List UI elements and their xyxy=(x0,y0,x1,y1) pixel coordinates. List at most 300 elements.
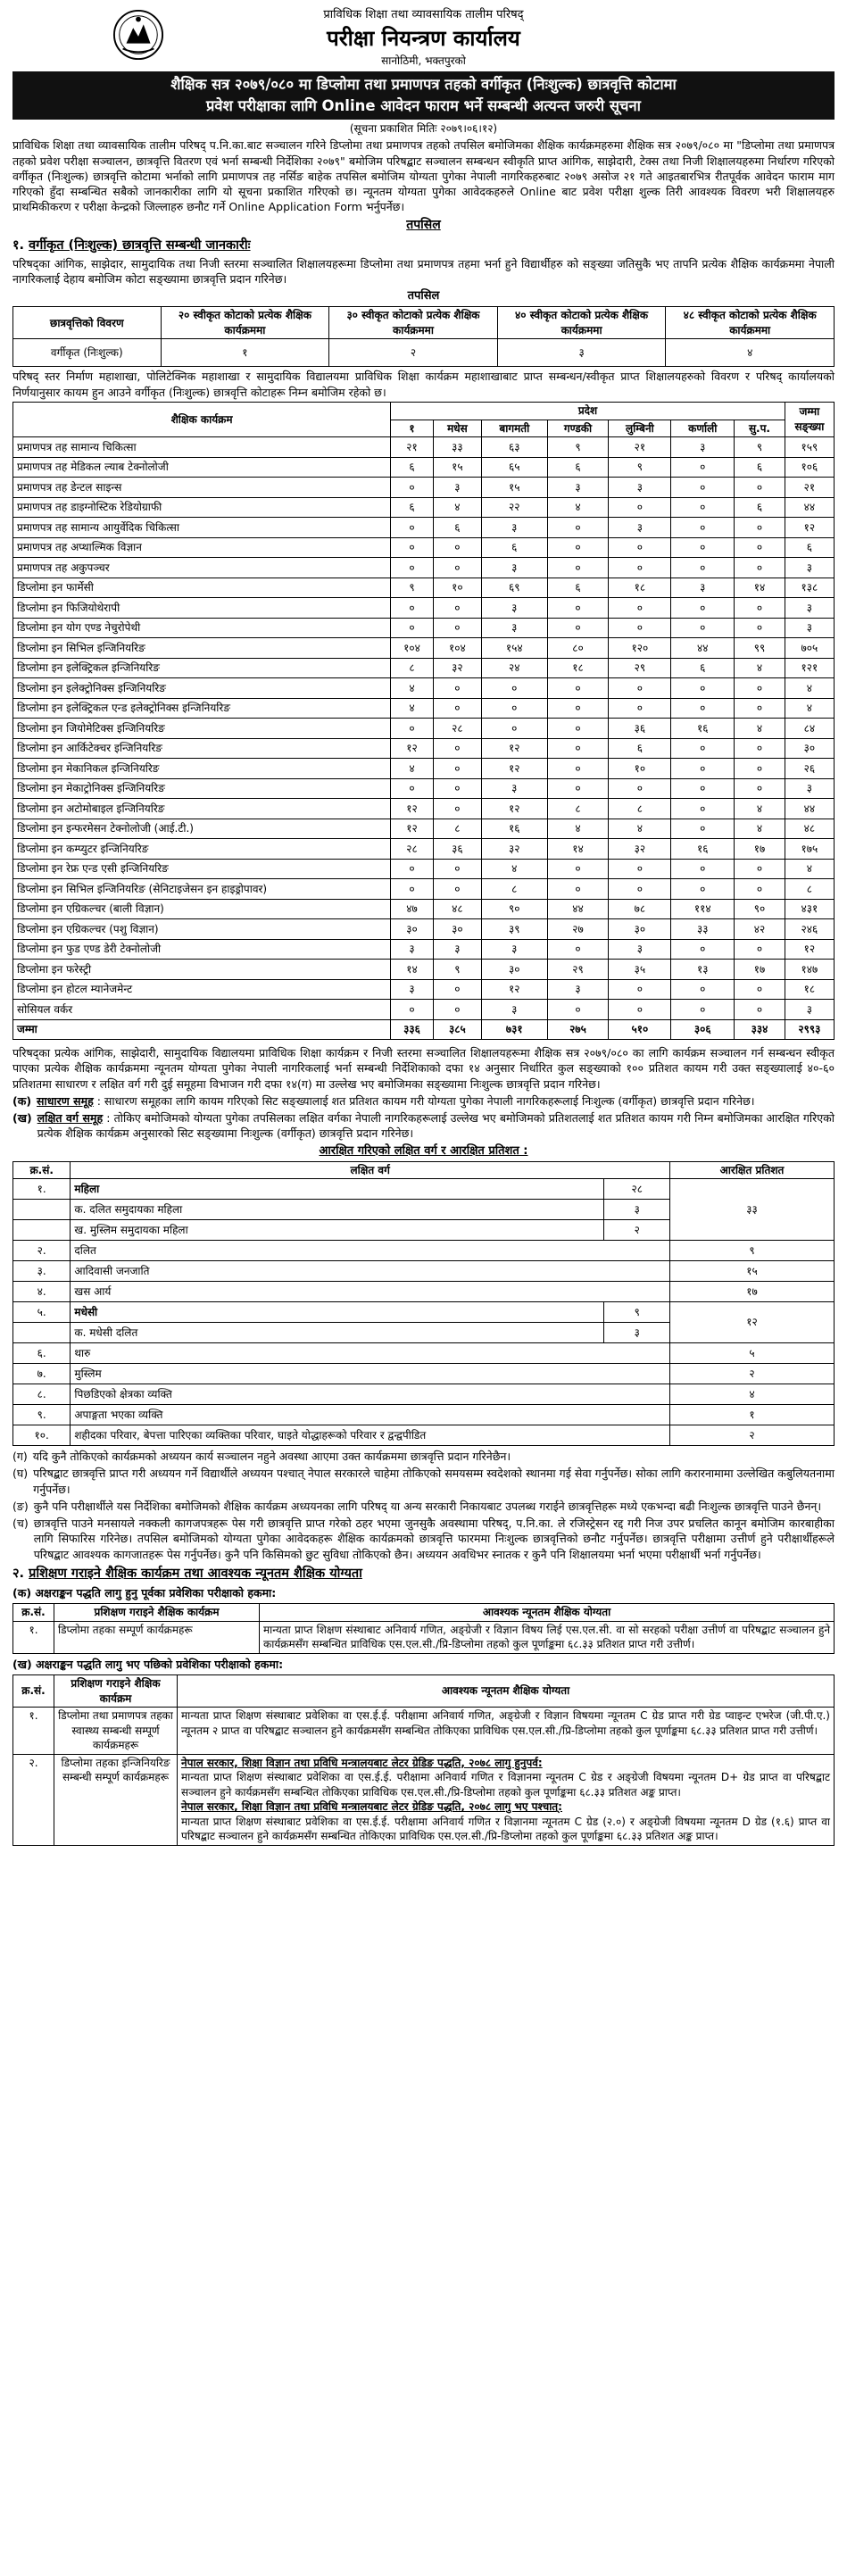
sub-kha-heading: (ख) अक्षराङ्कन पद्धति लागु भए पछिको प्रवेशिका परीक्षाको हकमा: xyxy=(12,1657,284,1671)
qual-b-header-row xyxy=(13,1674,835,1707)
note-text: छात्रवृत्ति पाउने मनसायले नक्कली कागजपत्रहरू पेस गरी छात्रवृत्ति प्राप्त गरेको ठहर भएमा जुनसुकै अवस्थामा परिषद्, प.नि.का. ले रजिस्ट्रेसन रद्द गरी निज उपर प्रचलित कानून बमोजिम कारबाहीका लागि सिफारिस गरिनेछ। तपसिल बमोजिमको योग्यता पुगेका आवेदकहरू शैक्षिक कार्यक्रमको छात्रवृत्ति फारममा निःशुल्क छात्रवृत्तिको छनौट गर्नुपर्नेछ। छात्रवृत्ति परीक्षामा उत्तीर्ण हुने परीक्षार्थीहरूले परिषद्बाट आवश्यक कागजातहरू पेस गर्नुपर्नेछ। कुनै पनि किसिमको छुट सुविधा तोकिएको छैन। अध्ययन अवधिभर स्नातक र कुनै पनि शिक्षालयमा भर्ना भएमा परीक्षार्थी भर्ना गर्नुपर्नेछ। xyxy=(33,1517,835,1561)
section-1-text: परिषद्का आंगिक, साझेदार, सामुदायिक तथा निजी स्तरमा सञ्चालित शिक्षालयहरूमा डिप्लोमा तथा प्रमाणपत्र तहमा भर्ना हुने विद्यार्थीहरु को सङ्ख्या जतिसुकै भए तापनि प्रत्येक शैक्षिक कार्यक्रममा नेपाली नागरिकलाई देहाय बमोजिम कोटा सङ्ख्यामा छात्रवृत्ति प्रदान गरिनेछ। xyxy=(12,256,835,287)
program-value: ३ xyxy=(391,939,434,960)
program-name: डिप्लोमा इन अटोमोबाइल इन्जिनियरिङ xyxy=(13,799,391,819)
program-name: सोसियल वर्कर xyxy=(13,1000,391,1020)
group-ka xyxy=(12,1093,835,1109)
program-value: ७८ xyxy=(609,899,671,919)
reservation-sub-percent: ३ xyxy=(604,1200,670,1220)
program-value: ० xyxy=(609,537,671,558)
program-value: ९ xyxy=(609,457,671,478)
reservation-sn: ५. xyxy=(13,1302,71,1323)
group-kha xyxy=(12,1110,835,1142)
program-value: ० xyxy=(391,778,434,799)
notice-header xyxy=(12,7,835,70)
program-value: १७ xyxy=(735,960,785,980)
intro-paragraph: प्राविधिक शिक्षा तथा व्यावसायिक तालीम परिषद् प.नि.का.बाट सञ्चालन गरिने डिप्लोमा तथा प्रमाणपत्र तहको तपसिल बमोजिमका शैक्षिक कार्यक्रमहरुमा शैक्षिक सत्र २०७९/०८० मा "डिप्लोमा तथा प्रमाणपत्र तहको प्रवेश परीक्षा सञ्चालन, छात्रवृत्ति वितरण एवं भर्ना सम्बन्धी निर्देशिका २०७९" बमोजिम परिषद्बाट सञ्चालन सम्बन्धन स्वीकृति प्राप्त आंगिक, साझेदारी, टेक्स तथा निजी शिक्षालयहरुमा निर्धारण गरिएको वर्गीकृत (निःशुल्क) छात्रवृत्ति कोटामा भर्नाको लागि प्रमाणपत्र तह नर्सिङ बाहेक तपसिल बमोजिम योग्यता पुगेका नेपाली नागरिकहरुबाट २०७९ असोज २१ गते आइतबारभित्र रीतपूर्वक आवेदन फाराम माग गरिएको हुँदा सम्बन्धित सबैको जानकारीका लागि यो सूचना प्रकाशित गरिएको छ। न्यूनतम योग्यता पुगेका आवेदकहरुले Online बाट प्रवेश परीक्षा शुल्क तिरी आवश्यक विवरण भरी शिक्षालयहरु प्राथमिकीकरण र परीक्षा केन्द्रको जिल्लाहरु छनौट गर्ने Online Application Form भर्नुपर्नेछ। xyxy=(12,138,835,214)
program-value: ० xyxy=(433,759,481,779)
program-value: ० xyxy=(671,558,735,578)
program-value: ३५ xyxy=(609,960,671,980)
note-text: परिषद्बाट छात्रवृत्ति प्राप्त गरी अध्ययन गर्ने विद्यार्थीले अध्ययन पश्चात् नेपाल सरकारले चाहेमा तोकिएको समयसम्म स्वदेशको स्थानमा गई सेवा गर्नुपर्नेछ। सोका लागि करारनामामा उल्लेखित कबुलियतनामा गर्नुपर्नेछ। xyxy=(33,1467,835,1496)
program-value: ० xyxy=(671,537,735,558)
program-value: ६ xyxy=(609,738,671,759)
notice-title-banner xyxy=(12,71,835,120)
program-value: ० xyxy=(547,618,609,638)
total-header: जम्मा सङ्ख्या xyxy=(785,402,834,436)
reservation-header-cell: आरक्षित प्रतिशत xyxy=(670,1161,835,1179)
reservation-sub-percent: ३ xyxy=(604,1323,670,1343)
program-value: १२ xyxy=(785,939,834,960)
qual-a-header-cell: आवश्यक न्यूनतम शैक्षिक योग्यता xyxy=(260,1604,835,1622)
qual-b-header-cell: प्रशिक्षण गराइने शैक्षिक कार्यक्रम xyxy=(54,1674,178,1707)
province-header-cell: गण्डकी xyxy=(547,420,609,437)
program-value: ३ xyxy=(547,979,609,1000)
program-value: ३२ xyxy=(433,658,481,678)
program-name: डिप्लोमा इन सिभिल इन्जिनियरिङ xyxy=(13,638,391,659)
program-total-value: ७३१ xyxy=(482,1019,547,1040)
reservation-row xyxy=(13,1241,835,1261)
office-name: परीक्षा नियन्त्रण कार्यालय xyxy=(327,25,520,51)
program-name: डिप्लोमा इन फुड एण्ड डेरी टेक्नोलोजी xyxy=(13,939,391,960)
notes-list xyxy=(12,1449,835,1562)
qual-b-header-cell: आवश्यक न्यूनतम शैक्षिक योग्यता xyxy=(178,1674,835,1707)
program-value: १२ xyxy=(391,819,434,839)
program-value: ० xyxy=(391,518,434,538)
program-value: ० xyxy=(433,879,481,900)
program-name: डिप्लोमा इन इलेक्ट्रिकल इन्जिनियरिङ xyxy=(13,658,391,678)
program-value: ४ xyxy=(785,678,834,699)
banner-line-2: प्रवेश परीक्षाका लागि Online आवेदन फाराम भर्ने सम्बन्धी अत्यन्त जरुरी सूचना xyxy=(206,96,641,114)
program-row xyxy=(13,879,835,900)
program-header: शैक्षिक कार्यक्रम xyxy=(13,402,391,436)
program-value: ३० xyxy=(609,919,671,940)
program-total-value: २९९३ xyxy=(785,1019,834,1040)
quota-header-cell: ४८ स्वीकृत कोटाको प्रत्येक शैक्षिक कार्यक्रममा xyxy=(666,307,835,339)
banner-line-1: शैक्षिक सत्र २०७९/०८० मा डिप्लोमा तथा प्रमाणपत्र तहको वर्गीकृत (निःशुल्क) छात्रवृत्ति कोटामा xyxy=(170,76,677,93)
program-value: ० xyxy=(735,979,785,1000)
program-row xyxy=(13,558,835,578)
program-value: ८ xyxy=(433,819,481,839)
reservation-row xyxy=(13,1261,835,1282)
program-value: ० xyxy=(735,537,785,558)
program-value: १५४ xyxy=(482,638,547,659)
program-quota-table xyxy=(12,402,835,1040)
program-name: डिप्लोमा इन एग्रिकल्चर (पशु विज्ञान) xyxy=(13,919,391,940)
program-value: १६ xyxy=(482,819,547,839)
program-value: ४४ xyxy=(785,497,834,518)
program-value: ० xyxy=(433,598,481,619)
qual-b-qualification-cell xyxy=(178,1754,835,1845)
program-value: ४ xyxy=(391,678,434,699)
note-label: (ग) xyxy=(12,1450,28,1464)
program-value: ३ xyxy=(671,578,735,598)
paragraph-3: परिषद्का प्रत्येक आंगिक, साझेदारी, सामुदायिक विद्यालयमा प्राविधिक शिक्षा कार्यक्रम र निजी स्तरमा सञ्चालित शिक्षालयहरूमा शैक्षिक सत्र २०७९/०८० का लागि कार्यक्रम सञ्चालन गर्न सम्बन्धन स्वीकृत पाएका प्रत्येक शैक्षिक कार्यक्रममा न्यूनतम योग्यता पुगेका नेपाली नागरिकलाई भर्ना सम्बन्धी निर्देशिकाको दफा १४ अनुसार निर्धारित कुल सङ्ख्याको १०० प्रतिशत कायम गरी उक्त सङ्ख्यालाई ४०-६० प्रतिशतमा साधारण र लक्षित वर्ग गरी दुई समूहमा विभाजन गरी दफा १४(ग) मा उल्लेख भए बमोजिमका सङ्ख्यामा निःशुल्क छात्रवृत्ति प्रदान गरिनेछ। xyxy=(12,1046,835,1091)
reservation-row xyxy=(13,1425,835,1446)
council-name: प्राविधिक शिक्षा तथा व्यावसायिक तालीम परिषद् xyxy=(323,8,524,21)
reservation-group: अपाङ्गता भएका व्यक्ति xyxy=(71,1405,670,1425)
qual-b-qualification: मान्यता प्राप्त शिक्षण संस्थाबाट प्रवेशिका वा एस.ई.ई. परीक्षामा अनिवार्य गणित र विज्ञानमा न्यूनतम C ग्रेड (२.०) र अङ्ग्रेजी विषयमा न्यूनतम D ग्रेड (१.६) प्राप्त वा परिषद्बाट सञ्चालन हुने कार्यक्रमसँग सम्बन्धित तोकिएका प्राविधिक एस.एल.सी./प्रि-डिप्लोमा तहको कुल पूर्णाङ्कमा ६८.३३ प्रतिशत अङ्क प्राप्त। xyxy=(181,1815,830,1843)
qual-a-program: डिप्लोमा तहका सम्पूर्ण कार्यक्रमहरू xyxy=(54,1621,260,1653)
program-value: ० xyxy=(547,558,609,578)
program-value: ८ xyxy=(482,879,547,900)
program-value: ९ xyxy=(735,437,785,458)
program-row xyxy=(13,719,835,739)
program-value: ४ xyxy=(547,497,609,518)
program-value: ० xyxy=(547,537,609,558)
program-value: २९ xyxy=(547,960,609,980)
province-header-cell: मधेस xyxy=(433,420,481,437)
quota-cell: वर्गीकृत (निःशुल्क) xyxy=(13,339,162,367)
program-value: ४३१ xyxy=(785,899,834,919)
program-value: ३ xyxy=(482,1000,547,1020)
quota-tapasil-heading: तपसिल xyxy=(407,289,440,303)
reservation-sn: २. xyxy=(13,1241,71,1261)
program-value: ० xyxy=(735,698,785,719)
program-value: ३ xyxy=(609,939,671,960)
program-value: ४ xyxy=(391,698,434,719)
program-value: १३ xyxy=(671,960,735,980)
reservation-group: खस आर्य xyxy=(71,1282,670,1302)
program-value: ० xyxy=(735,1000,785,1020)
program-value: ० xyxy=(609,678,671,699)
program-value: ० xyxy=(671,799,735,819)
program-name: डिप्लोमा इन आर्किटेक्चर इन्जिनियरिङ xyxy=(13,738,391,759)
program-value: ० xyxy=(671,979,735,1000)
program-value: ३ xyxy=(785,778,834,799)
quota-header-cell: ३० स्वीकृत कोटाको प्रत्येक शैक्षिक कार्यक्रममा xyxy=(329,307,498,339)
program-row xyxy=(13,960,835,980)
reservation-row xyxy=(13,1364,835,1384)
program-name: प्रमाणपत्र तह डेन्टल साइन्स xyxy=(13,478,391,498)
program-value: ३ xyxy=(609,478,671,498)
program-value: ४ xyxy=(785,859,834,879)
program-value: २४ xyxy=(482,658,547,678)
program-row xyxy=(13,799,835,819)
program-value: ० xyxy=(671,859,735,879)
program-value: ४४ xyxy=(547,899,609,919)
province-header-cell: लुम्बिनी xyxy=(609,420,671,437)
program-value: ० xyxy=(735,939,785,960)
program-value: ० xyxy=(547,939,609,960)
program-value: ० xyxy=(391,558,434,578)
program-value: ० xyxy=(671,618,735,638)
reservation-header-cell: लक्षित वर्ग xyxy=(71,1161,670,1179)
program-value: २१ xyxy=(609,437,671,458)
reservation-sn: १. xyxy=(13,1179,71,1200)
program-value: ० xyxy=(735,598,785,619)
program-value: १०६ xyxy=(785,457,834,478)
program-value: ० xyxy=(735,859,785,879)
program-value: ४८ xyxy=(433,899,481,919)
quota-cell: ४ xyxy=(666,339,835,367)
program-value: ३० xyxy=(785,738,834,759)
program-value: ० xyxy=(671,759,735,779)
reservation-sn: ८. xyxy=(13,1384,71,1405)
program-value: ४ xyxy=(482,859,547,879)
program-row xyxy=(13,618,835,638)
program-value: ३ xyxy=(785,1000,834,1020)
program-value: १८ xyxy=(547,658,609,678)
qual-b-row xyxy=(13,1754,835,1845)
qual-b-qualification: मान्यता प्राप्त शिक्षण संस्थाबाट प्रवेशिका वा एस.ई.ई. परीक्षामा अनिवार्य गणित र विज्ञानमा न्यूनतम C ग्रेड र अङ्ग्रेजी विषयमा न्यूनतम D+ ग्रेड प्राप्त वा परिषद्बाट सञ्चालन हुने कार्यक्रमसँग सम्बन्धित तोकिएका प्राविधिक एस.एल.सी./प्रि-डिप्लोमा तहको कुल पूर्णाङ्कमा ६८.३३ प्रतिशत अङ्क प्राप्त। xyxy=(181,1771,830,1799)
program-value: ६ xyxy=(671,658,735,678)
province-header-cell: १ xyxy=(391,420,434,437)
reservation-percent: २ xyxy=(670,1425,835,1446)
program-value: १४७ xyxy=(785,960,834,980)
program-total-value: २७५ xyxy=(547,1019,609,1040)
program-name: प्रमाणपत्र तह अकुपञ्चर xyxy=(13,558,391,578)
program-value: २२ xyxy=(482,497,547,518)
qual-b-program: डिप्लोमा तथा प्रमाणपत्र तहका स्वास्थ्य सम्बन्धी सम्पूर्ण कार्यक्रमहरू xyxy=(54,1708,178,1755)
quota-table xyxy=(12,306,835,367)
reservation-sn xyxy=(13,1200,71,1220)
section-1-number: १. xyxy=(12,237,25,253)
program-value: ३ xyxy=(547,478,609,498)
program-name: डिप्लोमा इन इलेक्ट्रिकल एन्ड इलेक्ट्रोनिक्स इन्जिनियरिङ xyxy=(13,698,391,719)
office-address: सानोठिमी, भक्तपुरको xyxy=(381,54,466,68)
program-row xyxy=(13,819,835,839)
program-value: १८ xyxy=(785,979,834,1000)
quota-table-header xyxy=(13,307,835,339)
program-value: ० xyxy=(609,598,671,619)
program-value: १२१ xyxy=(785,658,834,678)
reservation-row xyxy=(13,1384,835,1405)
program-value: ६ xyxy=(735,497,785,518)
program-value: ६ xyxy=(391,457,434,478)
group-ka-text: : साधारण समूहका लागि कायम गरिएको सिट सङ्ख्यालाई शत प्रतिशत कायम गरी योग्यता पुगेका नेपाली नागरिकहरूलाई निःशुल्क (वर्गीकृत) छात्रवृत्ति प्रदान गरिनेछ। xyxy=(96,1093,755,1108)
program-value: ० xyxy=(433,558,481,578)
program-table-body xyxy=(13,437,835,1040)
note-item xyxy=(12,1516,835,1562)
program-value: १४ xyxy=(547,839,609,860)
program-value: ० xyxy=(735,618,785,638)
program-value: ३ xyxy=(482,558,547,578)
program-value: ० xyxy=(547,598,609,619)
reserve-title: आरक्षित गरिएको लक्षित वर्ग र आरक्षित प्रतिशत : xyxy=(319,1143,528,1158)
program-value: ० xyxy=(482,678,547,699)
program-value: ६३ xyxy=(482,437,547,458)
publish-date: (सूचना प्रकाशित मितिः २०७९।०६।१२) xyxy=(349,121,498,135)
program-value: ० xyxy=(671,698,735,719)
program-value: ३ xyxy=(482,618,547,638)
note-text: यदि कुनै तोकिएको कार्यक्रमको अध्ययन कार्य सञ्चालन नहुने अवस्था आएमा उक्त कार्यक्रममा छात्रवृत्ति प्रदान गरिनेछैन। xyxy=(32,1450,511,1464)
reservation-percent: २ xyxy=(670,1364,835,1384)
program-name: डिप्लोमा इन एग्रिकल्चर (बाली विज्ञान) xyxy=(13,899,391,919)
reservation-group: ख. मुस्लिम समुदायका महिला xyxy=(71,1220,604,1241)
qual-b-row xyxy=(13,1708,835,1755)
reservation-sub-percent: २ xyxy=(604,1220,670,1241)
program-value: १५ xyxy=(433,457,481,478)
program-value: १३८ xyxy=(785,578,834,598)
program-value: १७ xyxy=(735,839,785,860)
reservation-group: महिला xyxy=(71,1179,604,1200)
province-header-cell: बागमती xyxy=(482,420,547,437)
program-value: ३ xyxy=(391,979,434,1000)
program-value: ३२ xyxy=(482,839,547,860)
program-value: ० xyxy=(671,497,735,518)
qual-b-sn: २. xyxy=(13,1754,54,1845)
quota-header-cell: २० स्वीकृत कोटाको प्रत्येक शैक्षिक कार्यक्रममा xyxy=(161,307,329,339)
reservation-sn: ७. xyxy=(13,1364,71,1384)
program-value: ६ xyxy=(547,457,609,478)
program-value: ० xyxy=(609,979,671,1000)
reservation-percent: १ xyxy=(670,1405,835,1425)
reservation-group: दलित xyxy=(71,1241,670,1261)
program-value: ० xyxy=(609,859,671,879)
program-row xyxy=(13,537,835,558)
qualification-table-b xyxy=(12,1674,835,1846)
program-value: ० xyxy=(609,497,671,518)
program-value: १२ xyxy=(785,518,834,538)
program-value: ० xyxy=(735,879,785,900)
program-total-value: ३०६ xyxy=(671,1019,735,1040)
program-value: ३ xyxy=(671,437,735,458)
note-item xyxy=(12,1466,835,1497)
program-value: ० xyxy=(735,558,785,578)
qualification-table-a xyxy=(12,1603,835,1654)
sub-ka-heading: (क) अक्षराङ्कन पद्धति लागु हुनु पूर्वका प्रवेशिका परीक्षाको हकमा: xyxy=(12,1585,277,1600)
program-value: ० xyxy=(671,778,735,799)
program-value: ८४ xyxy=(785,719,834,739)
program-value: १४ xyxy=(391,960,434,980)
program-row xyxy=(13,698,835,719)
reservation-row xyxy=(13,1282,835,1302)
reservation-sn: ३. xyxy=(13,1261,71,1282)
program-value: ६५ xyxy=(482,457,547,478)
program-total-value: ३३४ xyxy=(735,1019,785,1040)
program-value: १० xyxy=(609,759,671,779)
program-value: ० xyxy=(391,1000,434,1020)
qual-b-sn: १. xyxy=(13,1708,54,1755)
program-value: २८ xyxy=(433,719,481,739)
program-value: ४४ xyxy=(671,638,735,659)
program-row xyxy=(13,979,835,1000)
note-label: (च) xyxy=(12,1517,29,1531)
program-row xyxy=(13,478,835,498)
program-value: ८ xyxy=(785,879,834,900)
reservation-sn: ६. xyxy=(13,1343,71,1364)
program-value: ० xyxy=(547,698,609,719)
group-ka-body xyxy=(37,1093,754,1109)
program-value: ० xyxy=(671,518,735,538)
program-name: डिप्लोमा इन सिभिल इन्जिनियरिङ (सेनिटाइजेसन इन हाइड्रोपावर) xyxy=(13,879,391,900)
program-value: ० xyxy=(609,698,671,719)
group-kha-label: (ख) xyxy=(12,1111,32,1126)
quota-header-cell: ४० स्वीकृत कोटाको प्रत्येक शैक्षिक कार्यक्रममा xyxy=(497,307,666,339)
program-name: डिप्लोमा इन योग एण्ड नेचुरोपेथी xyxy=(13,618,391,638)
program-row xyxy=(13,457,835,478)
program-value: ० xyxy=(433,1000,481,1020)
program-name: प्रमाणपत्र तह डाइग्नोस्टिक रेडियोग्राफी xyxy=(13,497,391,518)
program-value: ० xyxy=(391,537,434,558)
program-value: ६ xyxy=(391,497,434,518)
program-value: ४ xyxy=(433,497,481,518)
program-value: ३ xyxy=(785,598,834,619)
program-value: ११४ xyxy=(671,899,735,919)
program-value: ३ xyxy=(433,478,481,498)
note-label: (ङ) xyxy=(12,1499,29,1513)
program-value: ० xyxy=(547,518,609,538)
program-value: ३ xyxy=(482,939,547,960)
program-value: १२ xyxy=(482,799,547,819)
program-value: ३३ xyxy=(671,919,735,940)
quota-header-cell: छात्रवृत्तिको विवरण xyxy=(13,307,162,339)
program-name: डिप्लोमा इन फार्मेसी xyxy=(13,578,391,598)
reservation-row xyxy=(13,1179,835,1200)
program-value: ० xyxy=(391,598,434,619)
program-value: ० xyxy=(547,778,609,799)
qual-a-qualification: मान्यता प्राप्त शिक्षण संस्थाबाट अनिवार्य गणित, अङ्ग्रेजी र विज्ञान विषय लिई एस.एल.सी. वा सो सरहको परीक्षा उत्तीर्ण वा परिषद्बाट सञ्चालन हुने कार्यक्रमसँग सम्बन्धित प्राविधिक एस.एल.सी./प्रि-डिप्लोमा तहको कुल पूर्णाङ्कमा ६८.३३ प्रतिशत प्राप्त गरी उत्तीर्ण। xyxy=(260,1621,835,1653)
program-name: प्रमाणपत्र तह मेडिकल ल्याब टेक्नोलोजी xyxy=(13,457,391,478)
program-value: १७५ xyxy=(785,839,834,860)
reservation-percent: १५ xyxy=(670,1261,835,1282)
program-value: ० xyxy=(391,879,434,900)
program-value: ० xyxy=(547,1000,609,1020)
reservation-group: क. दलित समुदायका महिला xyxy=(71,1200,604,1220)
program-value: १४ xyxy=(735,578,785,598)
program-name: डिप्लोमा इन इलेक्ट्रोनिक्स इन्जिनियरिङ xyxy=(13,678,391,699)
program-value: १२ xyxy=(482,979,547,1000)
reservation-table xyxy=(12,1161,835,1447)
program-value: ९ xyxy=(391,578,434,598)
program-value: ० xyxy=(671,939,735,960)
program-value: ६९ xyxy=(482,578,547,598)
program-value: ९ xyxy=(547,437,609,458)
program-value: ० xyxy=(735,738,785,759)
quota-cell: ३ xyxy=(497,339,666,367)
group-kha-title: लक्षित वर्ग समूह xyxy=(37,1111,104,1126)
program-row xyxy=(13,939,835,960)
note-label: (घ) xyxy=(12,1467,29,1481)
program-value: ० xyxy=(547,859,609,879)
program-name: डिप्लोमा इन मेकानिकल इन्जिनियरिङ xyxy=(13,759,391,779)
program-value: १०४ xyxy=(433,638,481,659)
reservation-percent: ५ xyxy=(670,1343,835,1364)
qual-a-header-cell: क्र.सं. xyxy=(13,1604,54,1622)
program-value: २८ xyxy=(391,839,434,860)
program-name: प्रमाणपत्र तह सामान्य आयुर्वेदिक चिकित्सा xyxy=(13,518,391,538)
program-value: ४२ xyxy=(735,919,785,940)
program-value: ४ xyxy=(735,658,785,678)
program-value: ० xyxy=(433,698,481,719)
program-value: ० xyxy=(433,618,481,638)
program-value: ३ xyxy=(609,518,671,538)
program-value: ० xyxy=(547,719,609,739)
program-value: ० xyxy=(735,518,785,538)
qual-a-header-row xyxy=(13,1604,835,1622)
program-value: १२ xyxy=(391,799,434,819)
program-value: ० xyxy=(391,618,434,638)
note-text: कुनै पनि परीक्षार्थीले यस निर्देशिका बमोजिमको शैक्षिक कार्यक्रम अध्ययनका लागि परिषद् या अन्य सरकारी निकायबाट उपलब्ध गराईने छात्रवृत्तिहरू मध्ये एकभन्दा बढी निःशुल्क छात्रवृत्ति पाउने छैनन्। xyxy=(33,1499,822,1513)
qual-b-subtitle: नेपाल सरकार, शिक्षा विज्ञान तथा प्रविधि मन्त्रालयबाट लेटर ग्रेडिङ पद्धति, २०७८ लागु भए पश्चात्: xyxy=(181,1800,562,1814)
program-value: ६ xyxy=(735,457,785,478)
program-value: ० xyxy=(735,778,785,799)
program-value: १० xyxy=(433,578,481,598)
program-total-row xyxy=(13,1019,835,1040)
program-value: ० xyxy=(609,778,671,799)
program-value: ० xyxy=(609,618,671,638)
program-value: ० xyxy=(433,537,481,558)
reservation-row xyxy=(13,1405,835,1425)
group-kha-body xyxy=(37,1110,835,1142)
program-value: ४४ xyxy=(785,799,834,819)
program-value: ० xyxy=(609,879,671,900)
program-value: ३० xyxy=(482,960,547,980)
program-name: डिप्लोमा इन मेकाट्रोनिक्स इन्जिनियरिङ xyxy=(13,778,391,799)
note-item xyxy=(12,1499,835,1514)
program-value: ४७ xyxy=(391,899,434,919)
government-emblem-icon xyxy=(112,9,164,61)
